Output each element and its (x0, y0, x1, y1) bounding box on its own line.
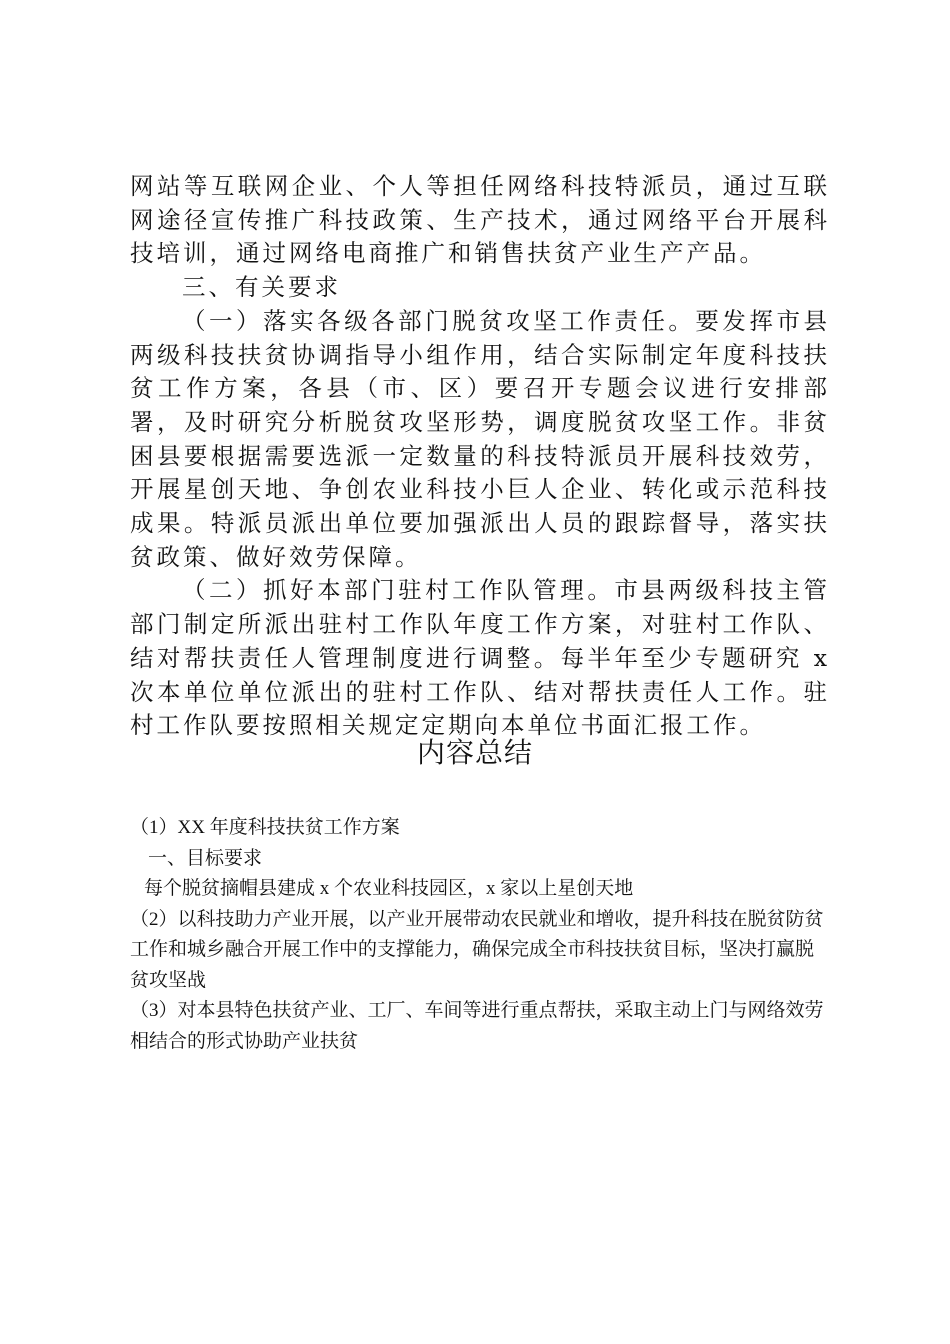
summary-section (130, 813, 830, 1057)
body-text (130, 170, 830, 743)
summary-item-3: （3）对本县特色扶贫产业、工厂、车间等进行重点帮扶，采取主动上门与网络效劳相结合的形式协助产业扶贫 (130, 1000, 824, 1052)
summary-item-1-sub2: 每个脱贫摘帽县建成 x 个农业科技园区，x 家以上星创天地 (144, 878, 634, 899)
paragraph-responsibility: （一）落实各级各部门脱贫攻坚工作责任。要发挥市县两级科技扶贫协调指导小组作用，结合实际制定年度科技扶贫工作方案，各县（市、区）要召开专题会议进行安排部署，及时研究分析脱贫攻坚形势，调度脱贫攻坚工作。非贫困县要根据需要选派一定数量的科技特派员开展科技效劳，开展星创天地、争创农业科技小巨人企业、转化或示范科技成果。特派员派出单位要加强派出人员的跟踪督导，落实扶贫政策、做好效劳保障。 (130, 306, 830, 571)
summary-item-2: （2）以科技助力产业开展，以产业开展带动农民就业和增收，提升科技在脱贫防贫工作和城乡融合开展工作中的支撑能力，确保完成全市科技扶贫目标，坚决打赢脱贫攻坚战 (130, 908, 824, 991)
section-heading-requirements: 三、有关要求 (182, 273, 341, 302)
summary-title: 内容总结 (416, 736, 533, 769)
summary-item-1: （1）XX 年度科技扶贫工作方案 (130, 817, 400, 838)
paragraph-team-management: （二）抓好本部门驻村工作队管理。市县两级科技主管部门制定所派出驻村工作队年度工作方案，对驻村工作队、结对帮扶责任人管理制度进行调整。每半年至少专题研究 x 次本单位单位派出的驻村工作队、结对帮扶责任人工作。驻村工作队要按照相关规定定期向本单位书面汇报工作。 (130, 576, 830, 740)
paragraph-continuation: 网站等互联网企业、个人等担任网络科技特派员，通过互联网途径宣传推广科技政策、生产技术，通过网络平台开展科技培训，通过网络电商推广和销售扶贫产业生产产品。 (130, 172, 830, 268)
summary-item-1-sub: 一、目标要求 (148, 847, 263, 869)
